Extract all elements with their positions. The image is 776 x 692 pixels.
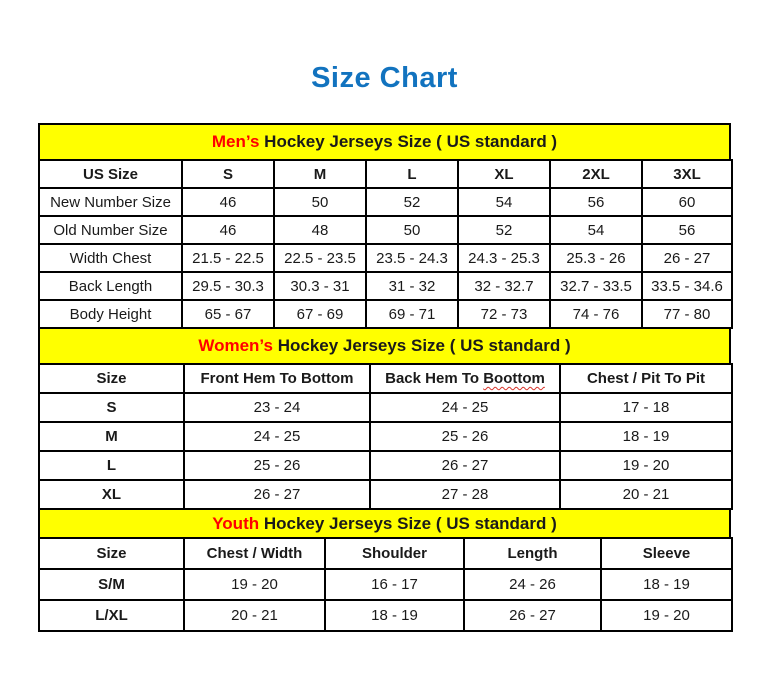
column-header: US Size	[39, 160, 182, 188]
column-header: 3XL	[642, 160, 732, 188]
table-cell: 19 - 20	[560, 451, 732, 480]
section-header-youth	[38, 508, 731, 539]
table-cell: 22.5 - 23.5	[274, 244, 366, 272]
header-row	[39, 364, 732, 393]
table-row	[39, 600, 732, 631]
table-row	[39, 300, 732, 328]
table-cell: 69 - 71	[366, 300, 458, 328]
misspelled-word: Boottom	[483, 370, 545, 387]
column-header: Size	[39, 364, 184, 393]
column-header: Chest / Pit To Pit	[560, 364, 732, 393]
table-cell: 48	[274, 216, 366, 244]
column-header: Chest / Width	[184, 538, 325, 569]
table-cell: 50	[366, 216, 458, 244]
row-label: S/M	[39, 569, 184, 600]
column-header: XL	[458, 160, 550, 188]
table-cell: 65 - 67	[182, 300, 274, 328]
table-cell: 26 - 27	[370, 451, 560, 480]
column-header: L	[366, 160, 458, 188]
table-cell: 20 - 21	[560, 480, 732, 509]
table-row	[39, 272, 732, 300]
table-cell: 18 - 19	[560, 422, 732, 451]
table-cell: 19 - 20	[184, 569, 325, 600]
table-cell: 18 - 19	[325, 600, 464, 631]
table-row	[39, 216, 732, 244]
table-cell: 46	[182, 188, 274, 216]
table-cell: 26 - 27	[464, 600, 601, 631]
table-cell: 32.7 - 33.5	[550, 272, 642, 300]
table-cell: 24 - 25	[184, 422, 370, 451]
table-cell: 52	[458, 216, 550, 244]
table-cell: 24 - 26	[464, 569, 601, 600]
table-cell: 77 - 80	[642, 300, 732, 328]
column-header: Length	[464, 538, 601, 569]
table-cell: 46	[182, 216, 274, 244]
table-cell: 50	[274, 188, 366, 216]
table-cell: 24 - 25	[370, 393, 560, 422]
table-cell: 30.3 - 31	[274, 272, 366, 300]
column-header	[370, 364, 560, 393]
table-cell: 72 - 73	[458, 300, 550, 328]
section-header-women	[38, 327, 731, 365]
table-cell: 23.5 - 24.3	[366, 244, 458, 272]
row-label: L/XL	[39, 600, 184, 631]
table-cell: 16 - 17	[325, 569, 464, 600]
table-cell: 19 - 20	[601, 600, 732, 631]
table-row	[39, 480, 732, 509]
text-part: Hockey Jerseys Size ( US standard )	[277, 336, 571, 355]
table-cell: 20 - 21	[184, 600, 325, 631]
table-cell: 21.5 - 22.5	[182, 244, 274, 272]
table-cell: 33.5 - 34.6	[642, 272, 732, 300]
table-cell: 56	[550, 188, 642, 216]
column-header: 2XL	[550, 160, 642, 188]
column-header: Front Hem To Bottom	[184, 364, 370, 393]
column-header: Shoulder	[325, 538, 464, 569]
table-row	[39, 188, 732, 216]
table-cell: 24.3 - 25.3	[458, 244, 550, 272]
row-label: M	[39, 422, 184, 451]
table-row	[39, 393, 732, 422]
page-title: Size Chart	[311, 62, 458, 94]
table-cell: 25 - 26	[184, 451, 370, 480]
section-header-men	[38, 123, 731, 161]
text-part: Women’s	[198, 336, 278, 355]
row-label: XL	[39, 480, 184, 509]
table-cell: 74 - 76	[550, 300, 642, 328]
header-row	[39, 538, 732, 569]
table-cell: 23 - 24	[184, 393, 370, 422]
text-part: Youth	[212, 514, 264, 533]
table-cell: 25 - 26	[370, 422, 560, 451]
text-part: Men’s	[211, 132, 265, 151]
table-cell: 54	[550, 216, 642, 244]
column-header: Size	[39, 538, 184, 569]
table-cell: 31 - 32	[366, 272, 458, 300]
size-chart	[38, 123, 731, 632]
row-label: L	[39, 451, 184, 480]
row-label: Back Length	[39, 272, 182, 300]
table-row	[39, 422, 732, 451]
table-cell: 25.3 - 26	[550, 244, 642, 272]
table-cell: 52	[366, 188, 458, 216]
women-size-table	[38, 363, 733, 510]
table-cell: 26 - 27	[642, 244, 732, 272]
column-header: Sleeve	[601, 538, 732, 569]
table-row	[39, 451, 732, 480]
row-label: Width Chest	[39, 244, 182, 272]
header-row	[39, 160, 732, 188]
column-header: M	[274, 160, 366, 188]
table-cell: 17 - 18	[560, 393, 732, 422]
text-part: Hockey Jerseys Size ( US standard )	[263, 514, 557, 533]
table-cell: 29.5 - 30.3	[182, 272, 274, 300]
table-cell: 18 - 19	[601, 569, 732, 600]
table-cell: 60	[642, 188, 732, 216]
row-label: New Number Size	[39, 188, 182, 216]
table-cell: 67 - 69	[274, 300, 366, 328]
table-row	[39, 569, 732, 600]
text-part: Hockey Jerseys Size ( US standard )	[264, 132, 558, 151]
table-cell: 27 - 28	[370, 480, 560, 509]
table-cell: 26 - 27	[184, 480, 370, 509]
row-label: Body Height	[39, 300, 182, 328]
men-size-table	[38, 159, 733, 329]
youth-size-table	[38, 537, 733, 632]
table-cell: 32 - 32.7	[458, 272, 550, 300]
table-row	[39, 244, 732, 272]
table-cell: 54	[458, 188, 550, 216]
column-header: S	[182, 160, 274, 188]
row-label: Old Number Size	[39, 216, 182, 244]
text-part: Back Hem To	[385, 370, 484, 387]
table-cell: 56	[642, 216, 732, 244]
row-label: S	[39, 393, 184, 422]
